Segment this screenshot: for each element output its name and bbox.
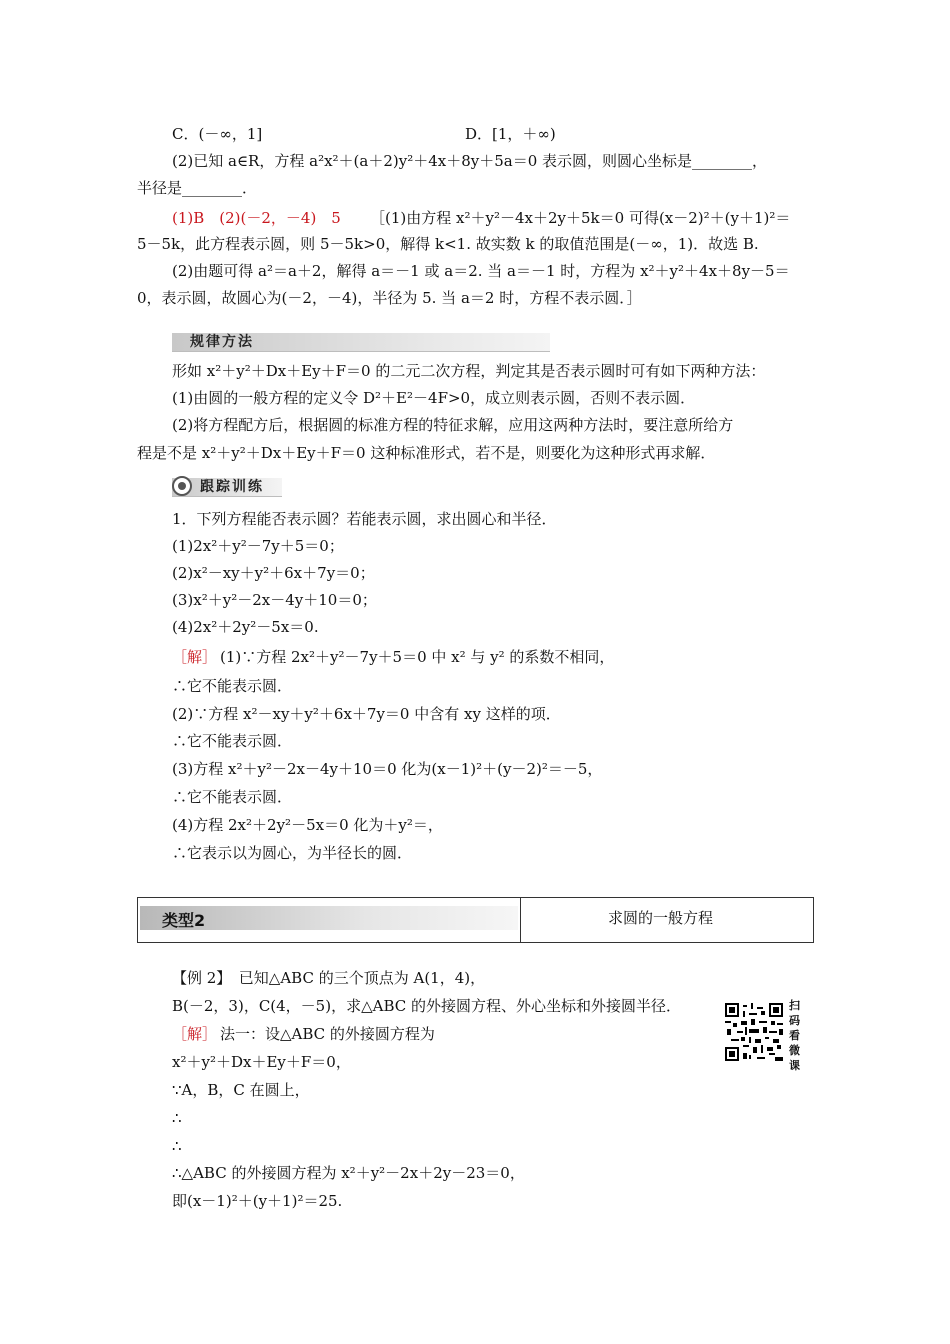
type-label: 类型2 bbox=[162, 911, 206, 930]
question-2-cont: 半径是________． bbox=[137, 179, 258, 197]
example-solution-3: ∵A，B，C 在圆上， bbox=[172, 1081, 310, 1099]
example-solution-tag: ［解］ bbox=[172, 1025, 218, 1043]
solution-tag: ［解］ bbox=[172, 648, 218, 666]
solution-step-8: ∴它表示以为圆心，为半径长的圆． bbox=[172, 844, 413, 862]
solution-step-5: (3)方程 x²＋y²－2x－4y＋10＝0 化为(x－1)²＋(y－2)²＝－5， bbox=[172, 760, 603, 778]
example-solution-5: ∴ bbox=[172, 1137, 182, 1155]
training-banner-label: 跟踪训练 bbox=[200, 479, 264, 495]
solution-step-1: (1)∵方程 2x²＋y²－7y＋5＝0 中 x² 与 y² 的系数不相同， bbox=[220, 648, 615, 666]
target-icon bbox=[172, 476, 192, 496]
option-c: C．(－∞，1] bbox=[172, 125, 263, 143]
training-q1: 1．下列方程能否表示圆？若能表示圆，求出圆心和半径． bbox=[172, 510, 557, 528]
example-2-line-2: B(－2，3)，C(4，－5)，求△ABC 的外接圆方程、外心坐标和外接圆半径． bbox=[172, 997, 681, 1015]
method-line-2: (1)由圆的一般方程的定义令 D²＋E²－4F>0，成立则表示圆，否则不表示圆． bbox=[172, 389, 696, 407]
option-d: D．[1，＋∞) bbox=[465, 125, 556, 143]
solution-line-1: ［(1)由方程 x²＋y²－4x＋2y＋5k＝0 可得(x－2)²＋(y＋1)²＝ bbox=[370, 209, 791, 227]
qr-code-icon[interactable] bbox=[724, 1003, 784, 1061]
method-banner bbox=[172, 333, 550, 352]
training-item-3: (3)x²＋y²－2x－4y＋10＝0； bbox=[172, 591, 377, 609]
example-solution-4: ∴ bbox=[172, 1109, 182, 1127]
type-tab bbox=[140, 906, 518, 930]
example-solution-6: ∴△ABC 的外接圆方程为 x²＋y²－2x＋2y－23＝0， bbox=[172, 1164, 525, 1182]
method-line-4: 程是不是 x²＋y²＋Dx＋Ey＋F＝0 这种标准形式，若不是，则要化为这种形式再求解． bbox=[137, 444, 716, 462]
solution-line-3: (2)由题可得 a²＝a＋2，解得 a＝－1 或 a＝2. 当 a＝－1 时，方程为 x²＋y²＋4x＋8y－5＝ bbox=[172, 262, 790, 280]
training-item-4: (4)2x²＋2y²－5x＝0. bbox=[172, 618, 319, 636]
training-item-1: (1)2x²＋y²－7y＋5＝0； bbox=[172, 537, 344, 555]
example-solution-1: 法一：设△ABC 的外接圆方程为 bbox=[220, 1025, 435, 1043]
training-item-2: (2)x²－xy＋y²＋6x＋7y＝0； bbox=[172, 564, 375, 582]
method-banner-label: 规律方法 bbox=[190, 334, 254, 350]
type-title: 求圆的一般方程 bbox=[608, 909, 714, 927]
question-2: (2)已知 a∈R，方程 a²x²＋(a＋2)y²＋4x＋8y＋5a＝0 表示圆，则圆心坐标是________， bbox=[172, 152, 768, 170]
example-solution-2: x²＋y²＋Dx＋Ey＋F＝0， bbox=[172, 1053, 351, 1071]
solution-step-7: (4)方程 2x²＋2y²－5x＝0 化为＋y²＝， bbox=[172, 816, 443, 834]
solution-step-4: ∴它不能表示圆． bbox=[172, 732, 293, 750]
solution-line-4: 0，表示圆，故圆心为(－2，－4)，半径为 5. 当 a＝2 时，方程不表示圆．］ bbox=[137, 289, 642, 307]
solution-step-3: (2)∵方程 x²－xy＋y²＋6x＋7y＝0 中含有 xy 这样的项． bbox=[172, 705, 561, 723]
type-divider bbox=[520, 898, 521, 942]
example-solution-7: 即(x－1)²＋(y＋1)²＝25. bbox=[172, 1192, 343, 1210]
solution-line-2: 5－5k，此方程表示圆，则 5－5k>0，解得 k<1. 故实数 k 的取值范围是(－∞，1)．故选 B. bbox=[137, 235, 759, 253]
solution-step-2: ∴它不能表示圆． bbox=[172, 677, 293, 695]
qr-caption: 扫码看微课 bbox=[789, 999, 800, 1072]
solution-step-6: ∴它不能表示圆． bbox=[172, 788, 293, 806]
type-header bbox=[137, 897, 814, 943]
method-line-1: 形如 x²＋y²＋Dx＋Ey＋F＝0 的二元二次方程，判定其是否表示圆时可有如下两种方法： bbox=[172, 362, 766, 380]
example-2-title: 【例 2】 已知△ABC 的三个顶点为 A(1，4)， bbox=[172, 969, 486, 987]
method-line-3: (2)将方程配方后，根据圆的标准方程的特征求解，应用这两种方法时，要注意所给方 bbox=[172, 416, 734, 434]
answer-key: (1)B (2)(－2，－4) 5 bbox=[172, 209, 341, 227]
